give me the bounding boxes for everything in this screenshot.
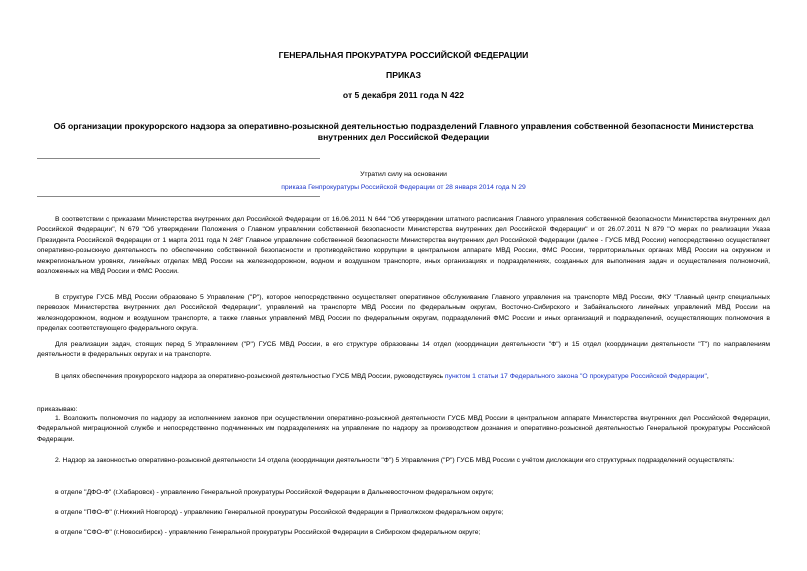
divider-bottom (37, 196, 320, 197)
paragraph-2: В структуре ГУСБ МВД России образовано 5 Управление ("Р"), которое непосредственно осуществляет оперативное обслуживание Главного управления на транспорте МВД России, ФКУ "Главный центр специальных перевозок Министерства внутренних дел Российской Федерации", управлений на транспорте МВД России по федеральным округам, Восточно-Сибирского и Забайкальского линейных управлений МВД России на железнодорожном, водном и воздушном транспорте, а также главных управлений МВД России по федеральным округам, подразделений ФМС России и иных организаций и подразделений, осуществляющих полномочия в пределах соответствующего федерального округа. (37, 294, 770, 333)
list-item-dfo: в отделе "ДФО-Ф" (г.Хабаровск) - управлению Генеральной прокуратуры Российской Федерации в Дальневосточном федеральном округе; (55, 489, 494, 496)
law-link[interactable]: пунктом 1 статьи 17 Федерального закона "О прокуратуре Российской Федерации" (444, 373, 707, 380)
paragraph-4-tail: , (706, 373, 709, 380)
paragraph-4 (37, 372, 770, 382)
lost-force-note (0, 168, 807, 194)
paragraph-item-2: 2. Надзор за законностью оперативно-розыскной деятельности 14 отдела (координации деятельности "Ф") 5 Управления ("Р") ГУСБ МВД России с учётом дислокации его структурных подразделений осуществлять: (55, 457, 735, 464)
doc-type: ПРИКАЗ (386, 70, 421, 80)
doc-date-number: от 5 декабря 2011 года N 422 (342, 90, 465, 100)
paragraph-3: Для реализации задач, стоящих перед 5 Управлением ("Р") ГУСБ МВД России, в его структуре образованы 14 отдел (координации деятельности "Ф") и 15 отдел (координации деятельности "Т") по направлениям деятельности в федеральных округах и на транспорте. (37, 341, 770, 359)
lost-force-link[interactable]: приказа Генпрокуратуры Российской Федерации от 28 января 2014 года N 29 (281, 184, 526, 191)
paragraph-4-text: В целях обеспечения прокурорского надзора за оперативно-розыскной деятельностью ГУСБ МВД России, руководствуясь (55, 373, 445, 380)
lost-force-text: Утратил силу на основании (360, 171, 447, 178)
paragraph-item-1: 1. Возложить полномочия по надзору за исполнением законов при осуществлении оперативно-розыскной деятельности ГУСБ МВД России в центральном аппарате Министерства внутренних дел Российской Федерации, Федеральной миграционной службе и непосредственно подчиненных им подразделениях на управление по надзору за производством дознания и оперативно-розыскной деятельностью Генеральной прокуратуры Российской Федерации. (37, 415, 770, 443)
org-title: ГЕНЕРАЛЬНАЯ ПРОКУРАТУРА РОССИЙСКОЙ ФЕДЕРАЦИИ (278, 50, 529, 60)
list-item-sfo: в отделе "СФО-Ф" (г.Новосибирск) - управлению Генеральной прокуратуры Российской Федерации в Сибирском федеральном округе; (55, 529, 481, 536)
doc-subject: Об организации прокурорского надзора за оперативно-розыскной деятельностью подразделений Главного управления собственной безопасности Министерства внутренних дел Российской Федерации (53, 121, 754, 142)
list-item-pfo: в отделе "ПФО-Ф" (г.Нижний Новгород) - управлению Генеральной прокуратуры Российской Федерации в Приволжском федеральном округе; (55, 509, 504, 516)
divider-top (37, 158, 320, 159)
paragraph-1: В соответствии с приказами Министерства внутренних дел Российской Федерации от 16.06.2011 N 644 "Об утверждении штатного расписания Главного управления собственной безопасности Министерства внутренних дел Российской Федерации", N 679 "Об утверждении Положения о Главном управлении собственной безопасности Министерства внутренних дел Российской Федерации" и от 26.07.2011 N 879 "О мерах по реализации Указа Президента Российской Федерации от 1 марта 2011 года N 248" Главное управление собственной безопасности Министерства внутренних дел Российской Федерации (далее - ГУСБ МВД России) непосредственно осуществляет оперативно-розыскную деятельность по обеспечению собственной безопасности и противодействию коррупции в центральном аппарате МВД России, ФМС России, территориальных органах МВД России на окружном и межрегиональном уровнях, линейных отделах МВД России на железнодорожном, водном и воздушном транспорте, иных организациях и подразделениях, созданных для выполнения задач и осуществления полномочий, возложенных на МВД России и ФМС России. (37, 216, 770, 276)
order-word: приказываю: (37, 406, 78, 413)
